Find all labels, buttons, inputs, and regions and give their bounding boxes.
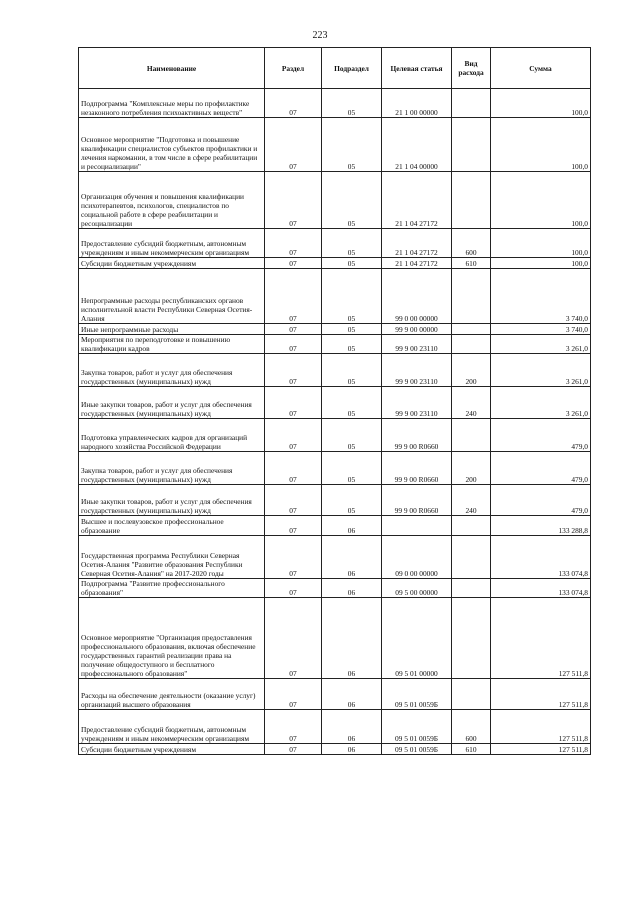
row-summa: 127 511,8 [491,598,591,679]
row-statya: 09 0 00 00000 [382,536,452,579]
row-razdel: 07 [265,229,322,258]
budget-table [78,47,591,755]
row-vid [452,419,491,452]
row-vid: 240 [452,485,491,516]
row-statya: 21 1 04 27172 [382,258,452,269]
table-row [79,516,591,536]
row-razdel: 07 [265,258,322,269]
row-vid [452,598,491,679]
row-podrazdel: 06 [322,579,382,598]
row-statya: 99 9 00 R0660 [382,452,452,485]
table-row [79,324,591,335]
table-row [79,579,591,598]
table-row [79,229,591,258]
row-name: Мероприятия по переподготовке и повышению квалификации кадров [79,335,265,354]
row-razdel: 07 [265,744,322,755]
row-name: Закупка товаров, работ и услуг для обеспечения государственных (муниципальных) нужд [79,452,265,485]
table-row [79,452,591,485]
row-name: Подпрограмма "Комплексные меры по профилактике незаконного потребления психоактивных веществ" [79,89,265,118]
header-row [79,48,591,89]
row-name: Иные закупки товаров, работ и услуг для обеспечения государственных (муниципальных) нужд [79,387,265,419]
table-row [79,710,591,744]
page-number: 223 [312,30,328,41]
row-name: Высшее и послевузовское профессиональное образование [79,516,265,536]
row-name: Подготовка управленческих кадров для организаций народного хозяйства Российской Федерации [79,419,265,452]
row-podrazdel: 06 [322,744,382,755]
row-summa: 479,0 [491,452,591,485]
row-podrazdel: 05 [322,229,382,258]
row-summa: 100,0 [491,118,591,172]
row-statya: 09 5 01 0059Б [382,710,452,744]
table-row [79,598,591,679]
row-summa: 100,0 [491,229,591,258]
row-summa: 133 074,8 [491,536,591,579]
row-razdel: 07 [265,324,322,335]
row-vid: 610 [452,744,491,755]
table-row [79,419,591,452]
row-name: Основное мероприятие "Подготовка и повышение квалификации специалистов субъектов профилактики и лечения наркомании, в том числе в сфере реабилитации и ресоциализации" [79,118,265,172]
row-summa: 3 740,0 [491,324,591,335]
row-razdel: 07 [265,172,322,229]
row-vid: 240 [452,387,491,419]
row-name: Иные непрограммные расходы [79,324,265,335]
row-podrazdel: 06 [322,516,382,536]
row-vid: 600 [452,229,491,258]
row-vid [452,536,491,579]
row-statya: 99 9 00 23110 [382,387,452,419]
row-vid: 200 [452,452,491,485]
table-row [79,354,591,387]
row-razdel: 07 [265,269,322,324]
row-name: Предоставление субсидий бюджетным, автономным учреждениям и иным некоммерческим организациям [79,710,265,744]
table-row [79,258,591,269]
table-row [79,744,591,755]
row-statya: 09 5 01 0059Б [382,679,452,710]
row-vid [452,172,491,229]
table-row [79,387,591,419]
table-row [79,118,591,172]
table-row [79,172,591,229]
row-statya: 09 5 00 00000 [382,579,452,598]
table-row [79,536,591,579]
row-summa: 127 511,8 [491,710,591,744]
row-summa: 479,0 [491,419,591,452]
row-razdel: 07 [265,679,322,710]
table-row [79,335,591,354]
row-name: Закупка товаров, работ и услуг для обеспечения государственных (муниципальных) нужд [79,354,265,387]
row-podrazdel: 05 [322,485,382,516]
header-podrazdel: Подраздел [322,48,382,89]
row-name: Организация обучения и повышения квалификации психотерапевтов, психологов, специалистов по социальной работе в сфере реабилитации и ресоциализации [79,172,265,229]
row-vid [452,516,491,536]
row-statya: 99 9 00 R0660 [382,419,452,452]
row-vid [452,579,491,598]
row-razdel: 07 [265,598,322,679]
row-summa: 100,0 [491,172,591,229]
row-podrazdel: 05 [322,172,382,229]
header-vid: Вид расхода [452,48,491,89]
row-name: Подпрограмма "Развитие профессионального образования" [79,579,265,598]
row-vid [452,89,491,118]
row-podrazdel: 05 [322,452,382,485]
row-razdel: 07 [265,387,322,419]
row-razdel: 07 [265,710,322,744]
row-summa: 133 074,8 [491,579,591,598]
row-vid: 200 [452,354,491,387]
row-podrazdel: 05 [322,269,382,324]
row-statya: 99 0 00 00000 [382,269,452,324]
row-vid: 610 [452,258,491,269]
table-row [79,269,591,324]
row-razdel: 07 [265,579,322,598]
row-statya: 99 9 00 R0660 [382,485,452,516]
row-statya [382,516,452,536]
row-name: Государственная программа Республики Северная Осетия-Алания "Развитие образования Республики Северная Осетия-Алания" на 2017-2020 годы [79,536,265,579]
row-podrazdel: 05 [322,335,382,354]
row-summa: 3 261,0 [491,387,591,419]
row-vid [452,679,491,710]
row-podrazdel: 05 [322,387,382,419]
row-razdel: 07 [265,89,322,118]
row-statya: 99 9 00 23110 [382,354,452,387]
row-summa: 3 740,0 [491,269,591,324]
row-statya: 09 5 01 00000 [382,598,452,679]
row-podrazdel: 05 [322,89,382,118]
header-summa: Сумма [491,48,591,89]
row-name: Непрограммные расходы республиканских органов исполнительной власти Республики Северная Осетия-Алания [79,269,265,324]
row-name: Основное мероприятие "Организация предоставления профессионального образования, включая обеспечение государственных гарантий реализации права на получение общедоступного и бесплатного профессионального образования" [79,598,265,679]
row-razdel: 07 [265,419,322,452]
row-razdel: 07 [265,536,322,579]
row-statya: 99 9 00 00000 [382,324,452,335]
row-razdel: 07 [265,354,322,387]
row-name: Субсидии бюджетным учреждениям [79,258,265,269]
row-razdel: 07 [265,516,322,536]
header-name: Наименование [79,48,265,89]
row-name: Предоставление субсидий бюджетным, автономным учреждениям и иным некоммерческим организациям [79,229,265,258]
row-vid [452,118,491,172]
row-statya: 99 9 00 23110 [382,335,452,354]
row-podrazdel: 06 [322,598,382,679]
row-summa: 3 261,0 [491,354,591,387]
row-summa: 3 261,0 [491,335,591,354]
row-name: Иные закупки товаров, работ и услуг для обеспечения государственных (муниципальных) нужд [79,485,265,516]
row-vid: 600 [452,710,491,744]
row-podrazdel: 06 [322,679,382,710]
row-summa: 127 511,8 [491,679,591,710]
table-row [79,89,591,118]
table-row [79,485,591,516]
row-razdel: 07 [265,452,322,485]
row-podrazdel: 05 [322,419,382,452]
row-statya: 21 1 04 27172 [382,172,452,229]
row-podrazdel: 05 [322,324,382,335]
row-summa: 479,0 [491,485,591,516]
row-summa: 100,0 [491,258,591,269]
header-razdel: Раздел [265,48,322,89]
row-statya: 21 1 04 00000 [382,118,452,172]
row-statya: 09 5 01 0059Б [382,744,452,755]
row-name: Субсидии бюджетным учреждениям [79,744,265,755]
row-podrazdel: 06 [322,536,382,579]
row-podrazdel: 05 [322,354,382,387]
row-podrazdel: 05 [322,118,382,172]
row-name: Расходы на обеспечение деятельности (оказание услуг) организаций высшего образования [79,679,265,710]
row-vid [452,269,491,324]
row-vid [452,324,491,335]
row-summa: 127 511,8 [491,744,591,755]
row-summa: 100,0 [491,89,591,118]
row-razdel: 07 [265,118,322,172]
table-row [79,679,591,710]
row-vid [452,335,491,354]
row-statya: 21 1 00 00000 [382,89,452,118]
row-podrazdel: 05 [322,258,382,269]
row-podrazdel: 06 [322,710,382,744]
row-statya: 21 1 04 27172 [382,229,452,258]
row-summa: 133 288,8 [491,516,591,536]
row-razdel: 07 [265,335,322,354]
row-razdel: 07 [265,485,322,516]
header-statya: Целевая статья [382,48,452,89]
